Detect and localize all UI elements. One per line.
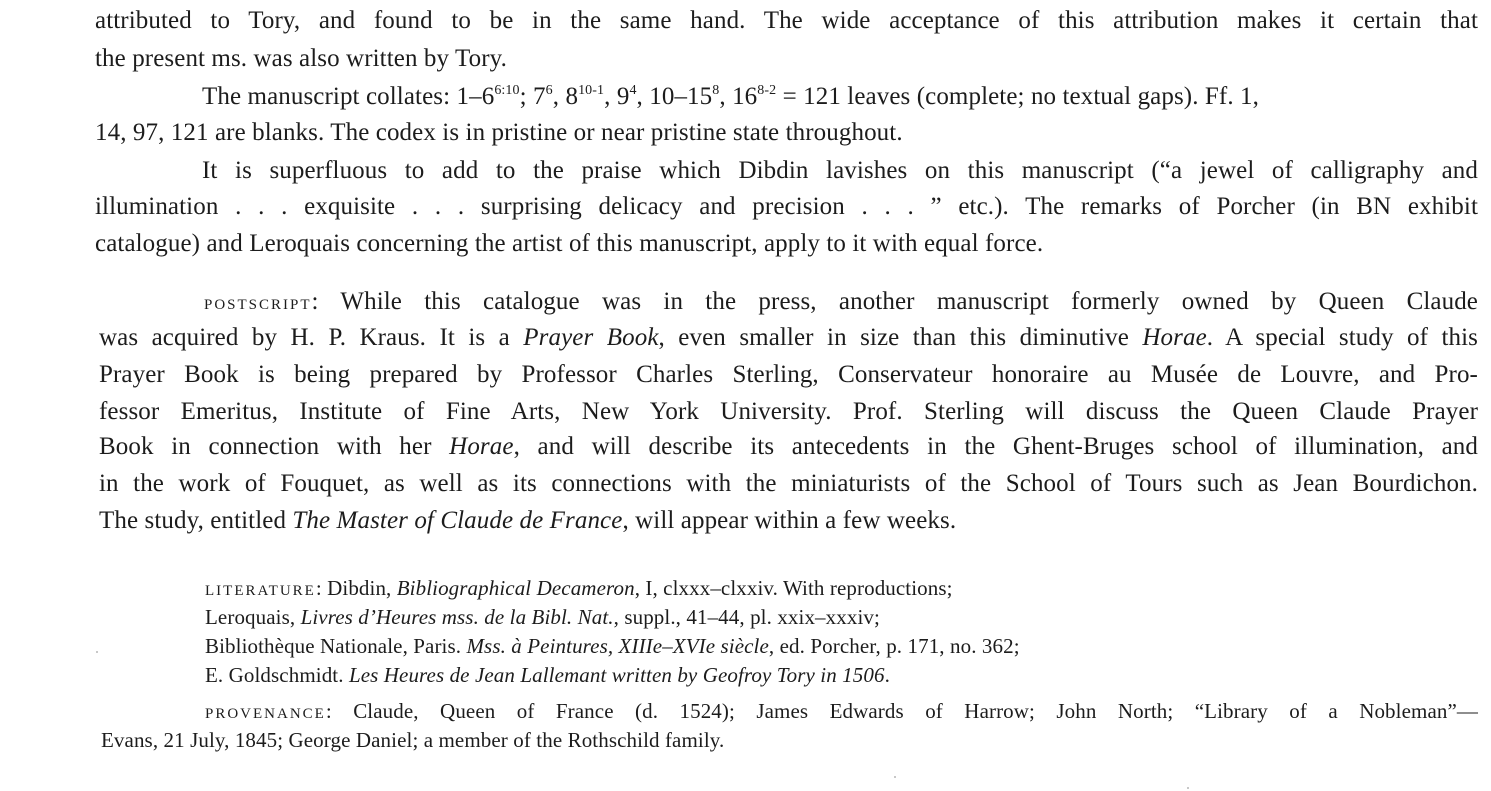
postscript-italic: Prayer Book: [523, 324, 659, 351]
postscript-text: : While this catalogue was in the press, another manuscript formerly owned by Queen Claude: [311, 288, 1478, 315]
postscript-italic: The Master of Claude de France: [292, 507, 623, 534]
quire-superscript: 10-1: [578, 83, 605, 98]
literature-line: [205, 662, 890, 688]
postscript-text: , will appear within a few weeks.: [622, 507, 957, 534]
postscript-label: POSTSCRIPT: [204, 297, 312, 313]
postscript-line: fessor Emeritus, Institute of Fine Arts, New York University. Prof. Sterling will discuss the Queen Claude Prayer: [99, 398, 1478, 425]
scan-speck: [96, 651, 98, 653]
literature-line: [205, 604, 880, 630]
separator: ;: [519, 83, 534, 110]
quire-superscript: 4: [629, 83, 637, 98]
literature-text: Leroquais,: [205, 605, 301, 629]
quire-formula: 8: [565, 83, 579, 110]
quire-formula: 7: [533, 83, 546, 110]
separator: ,: [719, 83, 733, 110]
postscript-line: in the work of Fouquet, as well as its connections with the miniaturists of the School of Tours such as Jean Bourdichon.: [99, 470, 1478, 497]
literature-italic: Mss. à Peintures, XIIIe–XVIe siècle: [466, 634, 769, 658]
collation-text: = 121 leaves (complete; no textual gaps). Ff. 1,: [776, 83, 1260, 110]
collation-line: [202, 82, 1259, 112]
literature-line: [205, 575, 953, 604]
collation-text: The manuscript collates:: [202, 83, 457, 110]
literature-text: Bibliothèque Nationale, Paris.: [205, 634, 467, 658]
literature-italic: Livres d’Heures mss. de la Bibl. Nat.: [300, 605, 614, 629]
paragraph-line: illumination . . . exquisite . . . surprising delicacy and precision . . . ” etc.). The remarks of Porcher (in BN exhibit: [95, 193, 1478, 220]
quire-superscript: 6: [545, 83, 553, 98]
postscript-line: [99, 432, 1478, 462]
separator: ,: [552, 83, 566, 110]
paragraph-line: the present ms. was also written by Tory.: [95, 45, 507, 72]
literature-italic: Les Heures de Jean Lallemant written by Geofroy Tory in 1506: [348, 663, 885, 687]
quire-superscript: 8: [712, 83, 720, 98]
quire-formula: 16: [732, 83, 758, 110]
literature-text: : Dibdin,: [315, 576, 397, 600]
quire-superscript: 8-2: [757, 83, 777, 98]
literature-line: [205, 633, 1020, 659]
provenance-line: Evans, 21 July, 1845; George Daniel; a member of the Rothschild family.: [101, 728, 725, 752]
quire-formula: 10–15: [649, 83, 713, 110]
quire-formula: 9: [616, 83, 630, 110]
postscript-text: was acquired by H. P. Kraus. It is a: [99, 324, 524, 351]
postscript-line: Prayer Book is being prepared by Professor Charles Sterling, Conservateur honoraire au Musée de Louvre, and Pro-: [99, 361, 1478, 388]
literature-text: , I, clxxx–clxxiv. With reproductions;: [634, 576, 953, 600]
postscript-line: [99, 506, 956, 536]
provenance-line: [205, 698, 1478, 727]
literature-text: , suppl., 41–44, pl. xxix–xxxiv;: [613, 605, 880, 629]
quire-superscript: 6:10: [494, 83, 520, 98]
postscript-line: [204, 287, 1478, 320]
literature-label: LITERATURE: [205, 583, 316, 599]
literature-text: E. Goldschmidt.: [205, 663, 349, 687]
scan-speck: [1187, 787, 1189, 789]
paragraph-line: It is superfluous to add to the praise which Dibdin lavishes on this manuscript (“a jewel of calligraphy and: [202, 157, 1478, 184]
literature-italic: Bibliographical Decameron: [396, 576, 635, 600]
postscript-text: The study, entitled: [99, 507, 293, 534]
paragraph-line: 14, 97, 121 are blanks. The codex is in pristine or near pristine state throughout.: [95, 119, 903, 146]
quire-formula: 1–6: [456, 83, 495, 110]
literature-text: .: [884, 663, 890, 687]
postscript-text: Book in connection with her: [99, 433, 450, 460]
postscript-italic: Horae: [449, 433, 514, 460]
provenance-label: PROVENANCE: [205, 706, 326, 722]
postscript-text: . A special study of this: [1206, 324, 1479, 351]
literature-text: , ed. Porcher, p. 171, no. 362;: [768, 634, 1020, 658]
postscript-line: [99, 323, 1478, 353]
separator: ,: [636, 83, 650, 110]
postscript-text: , even smaller in size than this diminutive: [658, 324, 1143, 351]
provenance-text: : Claude, Queen of France (d. 1524); James Edwards of Harrow; John North; “Library of a Nobleman”—: [325, 699, 1478, 723]
postscript-italic: Horae: [1142, 324, 1207, 351]
postscript-text: , and will describe its antecedents in the Ghent-Bruges school of illumination, and: [513, 433, 1478, 460]
separator: ,: [604, 83, 617, 110]
scan-speck: [894, 776, 896, 778]
paragraph-line: catalogue) and Leroquais concerning the artist of this manuscript, apply to it with equal force.: [95, 230, 1044, 257]
paragraph-line: attributed to Tory, and found to be in the same hand. The wide acceptance of this attribution makes it certain that: [95, 7, 1478, 34]
